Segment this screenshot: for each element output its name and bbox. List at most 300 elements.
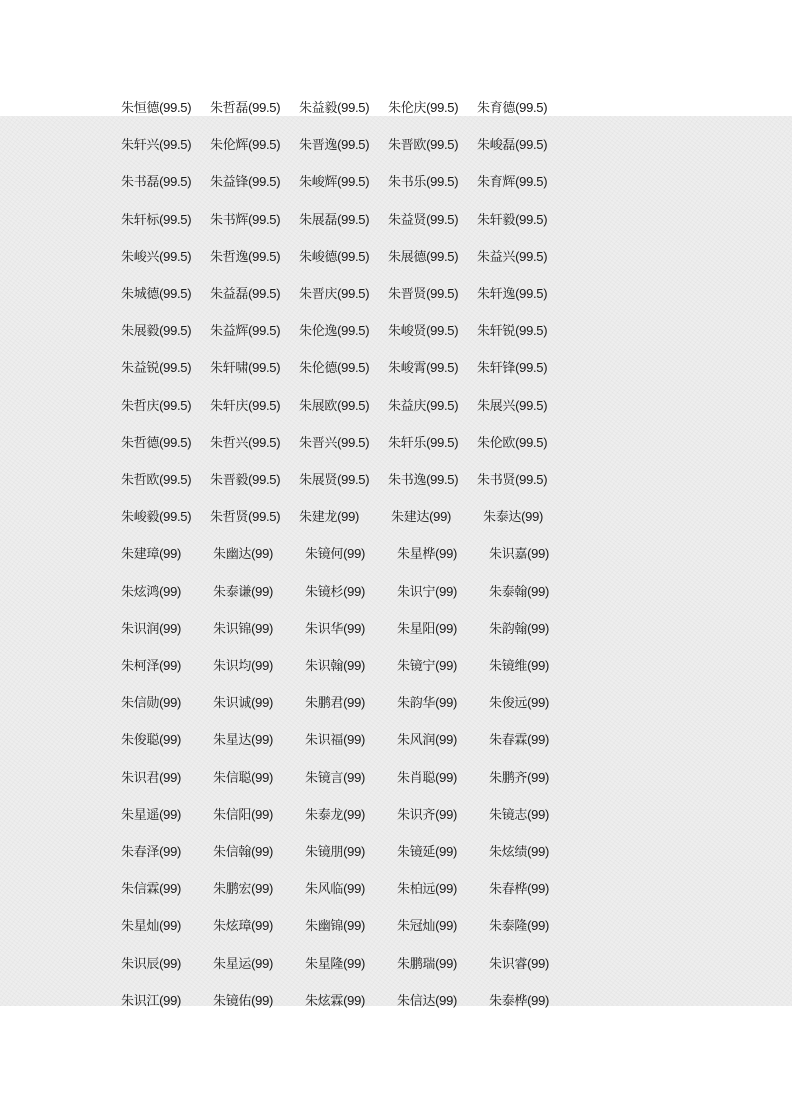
- item-name: 朱轩兴: [121, 138, 160, 154]
- item-score: (99.5): [337, 472, 370, 487]
- list-item: [477, 209, 547, 232]
- list-item: [121, 878, 181, 901]
- item-name: 朱泰龙: [305, 807, 344, 823]
- item-name: 朱识诚: [213, 696, 252, 712]
- item-score: (99.5): [159, 397, 192, 413]
- list-item: [121, 655, 181, 678]
- item-score: (99): [435, 955, 458, 971]
- list-item: [305, 543, 365, 566]
- list-item: [121, 97, 191, 120]
- list-row: [0, 283, 792, 305]
- item-name: 朱城德: [121, 287, 160, 302]
- item-score: (99.5): [337, 434, 370, 450]
- item-score: (99.5): [159, 323, 192, 339]
- list-item: [305, 729, 365, 752]
- list-row: [0, 432, 792, 454]
- list-item: [121, 320, 191, 343]
- item-score: (99): [435, 806, 458, 822]
- item-name: 朱峻毅: [121, 510, 160, 526]
- list-item: [397, 543, 457, 566]
- list-item: [121, 953, 181, 976]
- item-name: 朱轩逸: [477, 287, 516, 302]
- list-item: [299, 134, 369, 157]
- item-name: 朱韵华: [397, 696, 436, 712]
- item-name: 朱星遥: [121, 807, 160, 823]
- list-item: [213, 692, 273, 715]
- list-item: [213, 990, 273, 1013]
- item-name: 朱益毅: [299, 101, 338, 116]
- item-score: (99): [159, 918, 182, 934]
- item-score: (99.5): [159, 248, 192, 264]
- item-score: (99): [343, 546, 366, 562]
- item-name: 朱识齐: [397, 807, 436, 823]
- list-item: [121, 246, 191, 269]
- item-score: (99.5): [159, 509, 192, 525]
- item-score: (99.5): [337, 323, 370, 339]
- list-item: [213, 915, 273, 938]
- item-name: 朱轩毅: [477, 212, 516, 228]
- item-score: (99.5): [337, 286, 370, 301]
- list-row: [0, 692, 792, 714]
- list-item: [210, 320, 280, 343]
- item-score: (99.5): [426, 174, 459, 190]
- list-item: [305, 878, 365, 901]
- list-item: [299, 320, 369, 343]
- item-name: 朱信勋: [121, 696, 160, 712]
- item-name: 朱星达: [213, 733, 252, 749]
- list-row: [0, 506, 792, 528]
- item-score: (99): [435, 769, 458, 785]
- item-name: 朱哲逸: [210, 249, 249, 265]
- list-item: [397, 692, 457, 715]
- item-score: (99): [251, 844, 274, 859]
- item-score: (99.5): [515, 434, 548, 450]
- item-name: 朱晋兴: [299, 435, 338, 451]
- item-name: 朱镜延: [397, 845, 436, 860]
- item-score: (99): [159, 806, 182, 822]
- item-name: 朱恒德: [121, 101, 160, 116]
- list-item: [388, 97, 458, 120]
- list-item: [477, 246, 547, 269]
- item-name: 朱炫璋: [213, 919, 252, 935]
- list-row: [0, 953, 792, 975]
- item-name: 朱镜言: [305, 770, 344, 786]
- item-name: 朱星桦: [397, 547, 436, 563]
- list-item: [121, 432, 191, 455]
- item-name: 朱冠灿: [397, 919, 436, 935]
- item-name: 朱炫鸿: [121, 584, 160, 600]
- item-name: 朱书辉: [210, 212, 249, 228]
- list-item: [397, 767, 457, 790]
- item-name: 朱识宁: [397, 584, 436, 600]
- list-item: [477, 320, 547, 343]
- item-name: 朱镜志: [489, 807, 528, 823]
- list-item: [213, 767, 273, 790]
- item-score: (99.5): [337, 174, 370, 190]
- list-item: [477, 357, 547, 380]
- item-name: 朱展兴: [477, 398, 516, 414]
- list-item: [210, 283, 280, 306]
- item-name: 朱建龙: [299, 510, 338, 526]
- list-item: [397, 655, 457, 678]
- list-item: [210, 395, 280, 418]
- item-score: (99.5): [515, 248, 548, 264]
- item-score: (99.5): [159, 211, 192, 227]
- item-name: 朱益兴: [477, 249, 516, 265]
- item-name: 朱识君: [121, 770, 160, 786]
- list-item: [299, 246, 369, 269]
- item-name: 朱峻辉: [299, 175, 338, 191]
- list-item: [477, 171, 547, 194]
- item-score: (99.5): [159, 472, 192, 487]
- list-item: [388, 357, 458, 380]
- item-score: (99): [527, 732, 550, 748]
- item-score: (99.5): [515, 323, 548, 339]
- list-row: [0, 209, 792, 231]
- item-score: (99): [159, 695, 182, 711]
- item-score: (99.5): [248, 360, 281, 376]
- list-row: [0, 915, 792, 937]
- list-item: [210, 506, 280, 529]
- item-name: 朱伦逸: [299, 324, 338, 340]
- item-score: (99): [251, 732, 274, 748]
- item-score: (99): [435, 844, 458, 859]
- list-item: [483, 506, 543, 529]
- item-score: (99): [251, 769, 274, 785]
- item-score: (99): [527, 658, 550, 673]
- item-score: (99.5): [426, 211, 459, 227]
- item-name: 朱镜杉: [305, 584, 344, 600]
- list-item: [210, 432, 280, 455]
- list-item: [121, 171, 191, 194]
- item-name: 朱伦欧: [477, 435, 516, 451]
- list-item: [210, 97, 280, 120]
- item-name: 朱泰达: [483, 510, 522, 526]
- item-name: 朱书逸: [388, 473, 427, 488]
- list-item: [305, 953, 365, 976]
- item-score: (99.5): [248, 174, 281, 190]
- item-score: (99.5): [159, 360, 192, 376]
- list-item: [388, 134, 458, 157]
- list-item: [121, 209, 191, 232]
- list-row: [0, 729, 792, 751]
- list-row: [0, 395, 792, 417]
- item-score: (99.5): [248, 211, 281, 227]
- list-item: [489, 804, 549, 827]
- list-item: [121, 767, 181, 790]
- item-score: (99.5): [515, 397, 548, 413]
- item-score: (99): [435, 546, 458, 562]
- item-name: 朱识润: [121, 621, 160, 637]
- item-name: 朱信霖: [121, 882, 160, 898]
- list-row: [0, 320, 792, 342]
- list-item: [121, 469, 191, 492]
- list-item: [477, 283, 547, 306]
- list-item: [305, 581, 365, 604]
- list-item: [121, 692, 181, 715]
- item-score: (99.5): [426, 472, 459, 487]
- list-item: [305, 804, 365, 827]
- item-score: (99): [435, 732, 458, 748]
- list-item: [388, 395, 458, 418]
- item-score: (99): [343, 583, 366, 599]
- item-score: (99.5): [426, 397, 459, 413]
- item-score: (99): [159, 620, 182, 636]
- list-item: [121, 804, 181, 827]
- item-name: 朱哲庆: [121, 398, 160, 414]
- item-score: (99): [251, 546, 274, 562]
- item-score: (99.5): [426, 248, 459, 264]
- item-name: 朱鹏齐: [489, 770, 528, 786]
- list-item: [210, 171, 280, 194]
- item-score: (99): [159, 992, 182, 1008]
- item-score: (99.5): [337, 360, 370, 376]
- item-name: 朱星灿: [121, 919, 160, 935]
- list-row: [0, 767, 792, 789]
- item-score: (99): [343, 732, 366, 748]
- item-name: 朱育辉: [477, 175, 516, 191]
- item-score: (99): [251, 806, 274, 822]
- item-name: 朱伦庆: [388, 101, 427, 116]
- list-item: [121, 915, 181, 938]
- item-score: (99): [527, 695, 550, 711]
- item-name: 朱幽达: [213, 547, 252, 563]
- item-score: (99.5): [248, 100, 281, 115]
- item-name: 朱鹏君: [305, 696, 344, 712]
- item-score: (99): [159, 658, 182, 673]
- list-item: [121, 581, 181, 604]
- item-name: 朱泰桦: [489, 993, 528, 1009]
- item-score: (99.5): [515, 137, 548, 153]
- item-score: (99.5): [248, 434, 281, 450]
- item-name: 朱镜佑: [213, 993, 252, 1009]
- list-item: [121, 841, 181, 864]
- item-name: 朱俊聪: [121, 733, 160, 749]
- list-item: [489, 543, 549, 566]
- item-score: (99.5): [515, 472, 548, 487]
- item-score: (99.5): [159, 286, 192, 301]
- item-score: (99): [527, 583, 550, 599]
- item-name: 朱春桦: [489, 882, 528, 898]
- item-name: 朱泰谦: [213, 584, 252, 600]
- item-score: (99.5): [515, 174, 548, 190]
- item-score: (99.5): [337, 100, 370, 115]
- item-score: (99.5): [515, 360, 548, 376]
- list-row: [0, 357, 792, 379]
- item-name: 朱晋庆: [299, 287, 338, 302]
- item-name: 朱轩锋: [477, 361, 516, 377]
- item-name: 朱泰隆: [489, 919, 528, 935]
- item-name: 朱哲磊: [210, 101, 249, 116]
- item-name: 朱哲德: [121, 435, 160, 451]
- list-item: [213, 618, 273, 641]
- item-name: 朱识嘉: [489, 547, 528, 563]
- item-score: (99.5): [426, 100, 459, 115]
- item-name: 朱益磊: [210, 287, 249, 302]
- list-row: [0, 655, 792, 677]
- item-score: (99.5): [248, 472, 281, 487]
- item-name: 朱信翰: [213, 845, 252, 860]
- list-item: [388, 320, 458, 343]
- item-name: 朱展磊: [299, 212, 338, 228]
- item-score: (99): [343, 769, 366, 785]
- item-score: (99): [251, 695, 274, 711]
- item-score: (99): [159, 844, 182, 859]
- item-score: (99): [343, 658, 366, 673]
- item-name: 朱星阳: [397, 621, 436, 637]
- list-row: [0, 618, 792, 640]
- item-score: (99): [337, 509, 360, 525]
- list-item: [397, 915, 457, 938]
- list-item: [397, 841, 457, 864]
- list-item: [305, 655, 365, 678]
- item-name: 朱信阳: [213, 807, 252, 823]
- item-score: (99): [527, 844, 550, 859]
- list-item: [121, 395, 191, 418]
- item-score: (99.5): [337, 248, 370, 264]
- item-score: (99.5): [248, 137, 281, 153]
- item-score: (99): [527, 806, 550, 822]
- item-name: 朱展贤: [299, 473, 338, 488]
- item-name: 朱风临: [305, 882, 344, 898]
- item-score: (99): [251, 992, 274, 1008]
- item-name: 朱肖聪: [397, 770, 436, 786]
- item-score: (99): [343, 844, 366, 859]
- item-score: (99): [343, 806, 366, 822]
- item-name: 朱韵翰: [489, 621, 528, 637]
- list-item: [210, 469, 280, 492]
- list-item: [213, 655, 273, 678]
- item-name: 朱炫绩: [489, 845, 528, 860]
- list-row: [0, 246, 792, 268]
- list-item: [388, 209, 458, 232]
- item-name: 朱峻磊: [477, 138, 516, 154]
- list-item: [213, 581, 273, 604]
- item-name: 朱识华: [305, 621, 344, 637]
- list-item: [397, 953, 457, 976]
- item-score: (99.5): [515, 286, 548, 301]
- item-name: 朱泰翰: [489, 584, 528, 600]
- list-item: [299, 283, 369, 306]
- item-name: 朱识江: [121, 993, 160, 1009]
- list-row: [0, 878, 792, 900]
- item-name: 朱镜维: [489, 659, 528, 674]
- list-item: [489, 953, 549, 976]
- item-name: 朱春泽: [121, 845, 160, 860]
- item-score: (99): [251, 881, 274, 897]
- list-item: [213, 729, 273, 752]
- item-name: 朱星隆: [305, 956, 344, 972]
- item-score: (99): [527, 955, 550, 971]
- item-score: (99): [435, 695, 458, 711]
- item-name: 朱识睿: [489, 956, 528, 972]
- item-name: 朱哲贤: [210, 510, 249, 526]
- item-name: 朱春霖: [489, 733, 528, 749]
- item-score: (99): [527, 769, 550, 785]
- list-item: [121, 729, 181, 752]
- list-item: [397, 804, 457, 827]
- list-row: [0, 543, 792, 565]
- list-item: [299, 357, 369, 380]
- list-item: [489, 990, 549, 1013]
- list-item: [397, 581, 457, 604]
- list-item: [299, 469, 369, 492]
- list-item: [489, 618, 549, 641]
- item-name: 朱峻贤: [388, 324, 427, 340]
- item-name: 朱轩标: [121, 212, 160, 228]
- item-score: (99): [251, 658, 274, 673]
- list-row: [0, 171, 792, 193]
- list-item: [305, 841, 365, 864]
- item-name: 朱伦辉: [210, 138, 249, 154]
- list-item: [489, 878, 549, 901]
- list-item: [299, 506, 359, 529]
- item-name: 朱晋贤: [388, 287, 427, 302]
- item-score: (99.5): [248, 248, 281, 264]
- item-score: (99): [429, 509, 452, 525]
- list-item: [121, 357, 191, 380]
- item-name: 朱轩啸: [210, 361, 249, 377]
- list-item: [388, 246, 458, 269]
- list-item: [397, 990, 457, 1013]
- item-name: 朱星运: [213, 956, 252, 972]
- list-item: [489, 767, 549, 790]
- item-name: 朱幽锦: [305, 919, 344, 935]
- list-item: [121, 618, 181, 641]
- list-item: [213, 841, 273, 864]
- item-name: 朱俊远: [489, 696, 528, 712]
- list-item: [121, 283, 191, 306]
- list-item: [121, 506, 191, 529]
- item-score: (99): [435, 620, 458, 636]
- item-score: (99): [527, 546, 550, 562]
- item-score: (99): [159, 583, 182, 599]
- list-item: [121, 134, 191, 157]
- item-name: 朱峻德: [299, 249, 338, 265]
- list-item: [213, 878, 273, 901]
- item-score: (99.5): [515, 100, 548, 115]
- item-score: (99): [343, 918, 366, 934]
- item-score: (99.5): [159, 434, 192, 450]
- item-name: 朱识翰: [305, 659, 344, 674]
- list-item: [477, 134, 547, 157]
- item-score: (99): [435, 658, 458, 673]
- item-name: 朱伦德: [299, 361, 338, 377]
- item-name: 朱柯泽: [121, 659, 160, 674]
- item-score: (99): [343, 992, 366, 1008]
- item-score: (99): [521, 509, 544, 525]
- item-score: (99): [159, 546, 182, 562]
- item-name: 朱书乐: [388, 175, 427, 191]
- item-score: (99.5): [337, 397, 370, 413]
- item-name: 朱识福: [305, 733, 344, 749]
- list-row: [0, 581, 792, 603]
- list-item: [489, 729, 549, 752]
- item-name: 朱展欧: [299, 398, 338, 414]
- item-name: 朱育德: [477, 101, 516, 116]
- item-score: (99): [251, 583, 274, 599]
- item-score: (99): [251, 918, 274, 934]
- list-item: [477, 432, 547, 455]
- item-score: (99.5): [248, 286, 281, 301]
- item-name: 朱展德: [388, 249, 427, 265]
- item-score: (99.5): [248, 323, 281, 339]
- item-score: (99): [251, 620, 274, 636]
- item-score: (99): [159, 769, 182, 785]
- list-item: [388, 432, 458, 455]
- item-score: (99.5): [515, 211, 548, 227]
- item-score: (99.5): [248, 397, 281, 413]
